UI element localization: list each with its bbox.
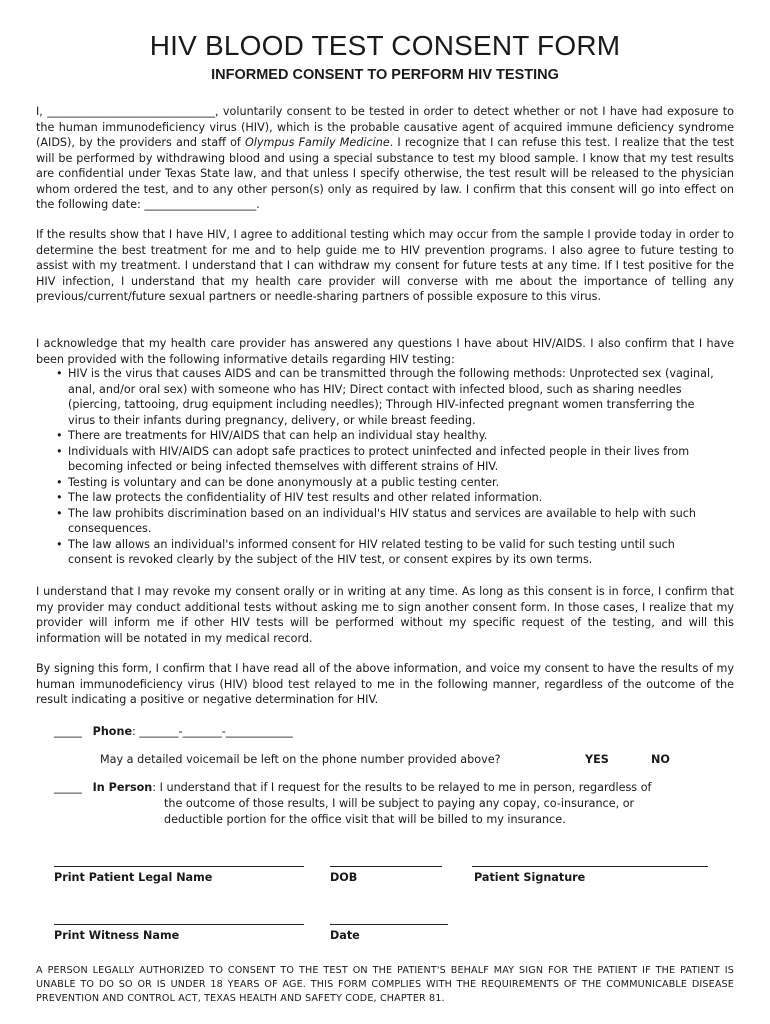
list-item: • Individuals with HIV/AIDS can adopt safe practices to protect uninfected and infected people in their lives from becoming infected or being infected themselves with different strains of HIV.	[56, 444, 716, 475]
practice-name: Olympus Family Medicine	[244, 136, 390, 149]
consent-paragraph	[36, 104, 734, 213]
legal-footer: A PERSON LEGALLY AUTHORIZED TO CONSENT TO THE TEST ON THE PATIENT'S BEHALF MAY SIGN FOR THE PATIENT IF THE PATIENT IS UNABLE TO DO SO OR IS UNDER 18 YEARS OF AGE. THIS FORM COMPLIES WITH THE REQUIREMENTS OF THE COMMUNICABLE DISEASE PREVENTION AND CONTROL ACT, TEXAS HEALTH AND SAFETY CODE, CHAPTER 81.	[36, 965, 734, 1004]
patient-signature-label: Patient Signature	[474, 871, 586, 884]
in-person-label: In Person	[92, 781, 153, 794]
revoke-paragraph: I understand that I may revoke my consent orally or in writing at any time. As long as this consent is in force, I confirm that my provider may conduct additional tests without asking me to sign another consent form. In those cases, I realize that my provider will inform me if other HIV tests will be performed without my specific request of the testing, and will this information will be notated in my medical record.	[36, 585, 734, 645]
phone-option	[54, 724, 293, 740]
date-label: Date	[330, 929, 360, 942]
consent-suffix: .	[256, 198, 260, 211]
dob-label: DOB	[330, 871, 358, 884]
patient-name-label: Print Patient Legal Name	[54, 871, 213, 884]
phone-colon: :	[132, 725, 136, 738]
list-item: • Testing is voluntary and can be done anonymously at a public testing center.	[56, 475, 716, 491]
in-person-colon: :	[152, 781, 157, 794]
consent-prefix: I,	[36, 105, 48, 118]
in-person-text-2: the outcome of those results, I will be subject to paying any copay, co-insurance, or	[164, 797, 635, 810]
signing-paragraph: By signing this form, I confirm that I have read all of the above information, and voice my consent to have the results of my human immunodeficiency virus (HIV) blood test relayed to me in the following manner, regardless of the outcome of the result indicating a positive or negative determination for HIV.	[36, 662, 734, 706]
dob-line[interactable]	[330, 866, 442, 867]
list-item: • The law protects the confidentiality of HIV test results and other related information.	[56, 490, 716, 506]
positive-result-paragraph: If the results show that I have HIV, I agree to additional testing which may occur from the sample I provide today in order to determine the best treatment for me and to help guide me to HIV prevention programs. I also agree to future testing to assist with my treatment. I understand that I can withdraw my consent for future tests at any time. If I test positive for the HIV infection, I understand that my health care provider will converse with me about the importance of telling any previous/current/future sexual partners or needle-sharing partners of possible exposure to this virus.	[36, 228, 734, 303]
effective-date-blank[interactable]: ____________________	[144, 198, 257, 211]
consent-text-a: , voluntarily consent to be tested in order to detect whether or not I have had exposure to the human immunodeficiency virus (HIV), which is the probable causative agent of acquired immune deficiency syndrome (AIDS), by the providers and staff of	[36, 105, 734, 149]
in-person-text-1: I understand that if I request for the results to be relayed to me in person, regardless of	[156, 781, 652, 794]
list-item: • The law allows an individual's informed consent for HIV related testing to be valid for such testing until such consent is revoked clearly by the subject of the HIV test, or consent expires by its own terms.	[56, 537, 716, 568]
witness-name-line[interactable]	[54, 924, 304, 925]
date-line[interactable]	[330, 924, 448, 925]
form-title: HIV BLOOD TEST CONSENT FORM	[149, 30, 621, 61]
patient-name-line[interactable]	[54, 866, 304, 867]
voicemail-no[interactable]: NO	[651, 753, 670, 766]
patient-name-blank[interactable]: ______________________________	[47, 105, 216, 118]
list-item: • There are treatments for HIV/AIDS that can help an individual stay healthy.	[56, 428, 716, 444]
in-person-check-blank[interactable]: _____	[54, 781, 82, 794]
phone-check-blank[interactable]: _____	[54, 725, 82, 738]
patient-signature-line[interactable]	[472, 866, 708, 867]
consent-text-b: . I recognize that I can refuse this test. I realize that the test will be performed by withdrawing blood and using a special substance to test my blood sample. I know that my test results are confidential under Texas State law, and that unless I specify otherwise, the test result will be released to the physician whom ordered the test, and to any other person(s) only as required by law. I confirm that this consent will go into effect on the following date:	[36, 136, 734, 211]
voicemail-question: May a detailed voicemail be left on the phone number provided above?	[100, 753, 501, 766]
list-item: • The law prohibits discrimination based on an individual's HIV status and services are available to help with such consequences.	[56, 506, 716, 537]
in-person-option	[54, 780, 714, 796]
in-person-text-3: deductible portion for the office visit that will be billed to my insurance.	[164, 813, 566, 826]
form-subtitle: INFORMED CONSENT TO PERFORM HIV TESTING	[211, 67, 559, 83]
voicemail-yes[interactable]: YES	[585, 753, 609, 766]
witness-name-label: Print Witness Name	[54, 929, 180, 942]
phone-number-blank[interactable]: _______-_______-____________	[139, 725, 293, 738]
hiv-info-list	[56, 366, 716, 568]
acknowledge-paragraph: I acknowledge that my health care provider has answered any questions I have about HIV/AIDS. I also confirm that I have been provided with the following informative details regarding HIV testing:	[36, 337, 734, 366]
phone-label: Phone	[92, 725, 133, 738]
list-item: • HIV is the virus that causes AIDS and can be transmitted through the following methods: Unprotected sex (vaginal, anal, and/or oral sex) with someone who has HIV; Direct contact with infected blood, such as sharing needles (piercing, tattooing, drug equipment including needles); Through HIV-infected pregnant women transferring the virus to their infants during pregnancy, delivery, or while breast feeding.	[56, 366, 716, 428]
